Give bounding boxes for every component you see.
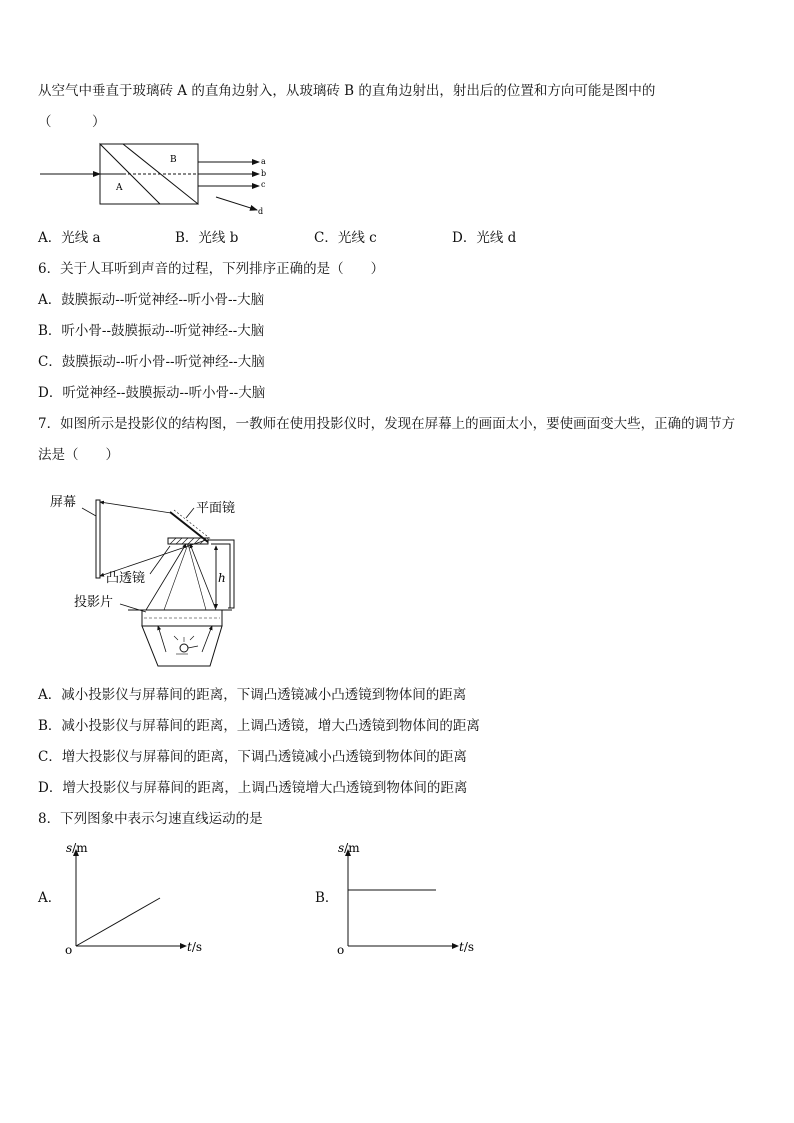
q5-stem-line1: 从空气中垂直于玻璃砖 A 的直角边射入，从玻璃砖 B 的直角边射出，射出后的位置和方向可能是图中的 (38, 83, 656, 99)
q7-stem-line2: 法是（ ） (38, 447, 119, 463)
q6-stem: 6．关于人耳听到声音的过程，下列排序正确的是（ ） (38, 261, 385, 277)
ray-label-c: c (261, 180, 266, 189)
q5-option-b[interactable]: B．光线 b (175, 230, 239, 246)
ray-label-a: a (261, 157, 266, 166)
q5-option-c[interactable]: C．光线 c (314, 230, 377, 246)
label-B: B (170, 155, 177, 165)
graph-a-line (76, 898, 160, 946)
slide-label: 投影片 (74, 595, 114, 610)
q5-option-a[interactable]: A．光线 a (38, 230, 101, 246)
q7-option-d[interactable]: D．增大投影仪与屏幕间的距离，上调凸透镜增大凸透镜到物体间的距离 (38, 780, 468, 796)
q5-prism-figure (38, 142, 278, 222)
origin-label: o (65, 943, 73, 957)
q7-option-a[interactable]: A．减小投影仪与屏幕间的距离，下调凸透镜减小凸透镜到物体间的距离 (38, 687, 467, 703)
q7-projector-figure (46, 490, 246, 670)
q6-option-c[interactable]: C．鼓膜振动--听小骨--听觉神经--大脑 (38, 354, 265, 370)
q8-stem: 8．下列图象中表示匀速直线运动的是 (38, 811, 263, 827)
q5-option-d[interactable]: D．光线 d (452, 230, 517, 246)
mirror-label: 平面镜 (196, 501, 236, 516)
q7-stem-line1: 7．如图所示是投影仪的结构图，一教师在使用投影仪时，发现在屏幕上的画面太小，要使画面变大些，正确的调节方 (38, 416, 736, 432)
graph-b (332, 838, 482, 958)
height-label: h (218, 571, 226, 585)
y-axis-label: s/m (66, 841, 88, 855)
ray-label-b: b (261, 169, 267, 178)
screen (96, 500, 100, 578)
origin-label: o (337, 943, 345, 957)
screen-label: 屏幕 (50, 495, 77, 510)
x-axis-label: t/s (187, 940, 203, 954)
q8-option-b-label[interactable]: B． (315, 890, 339, 906)
lens-label: 凸透镜 (106, 571, 146, 586)
y-axis-label: s/m (338, 841, 360, 855)
q5-stem-line2: （ ） (38, 114, 106, 130)
q6-option-b[interactable]: B．听小骨--鼓膜振动--听觉神经--大脑 (38, 323, 265, 339)
ray-label-d: d (258, 207, 264, 216)
x-axis-label: t/s (459, 940, 475, 954)
ray-d (216, 197, 257, 210)
graph-a (60, 838, 210, 958)
q6-option-a[interactable]: A．鼓膜振动--听觉神经--听小骨--大脑 (38, 292, 265, 308)
q8-option-a-label[interactable]: A． (38, 890, 62, 906)
lamp-icon (180, 644, 188, 652)
q6-option-d[interactable]: D．听觉神经--鼓膜振动--听小骨--大脑 (38, 385, 266, 401)
label-A: A (116, 183, 123, 193)
q7-option-c[interactable]: C．增大投影仪与屏幕间的距离，下调凸透镜减小凸透镜到物体间的距离 (38, 749, 467, 765)
q7-option-b[interactable]: B．减小投影仪与屏幕间的距离，上调凸透镜，增大凸透镜到物体间的距离 (38, 718, 480, 734)
